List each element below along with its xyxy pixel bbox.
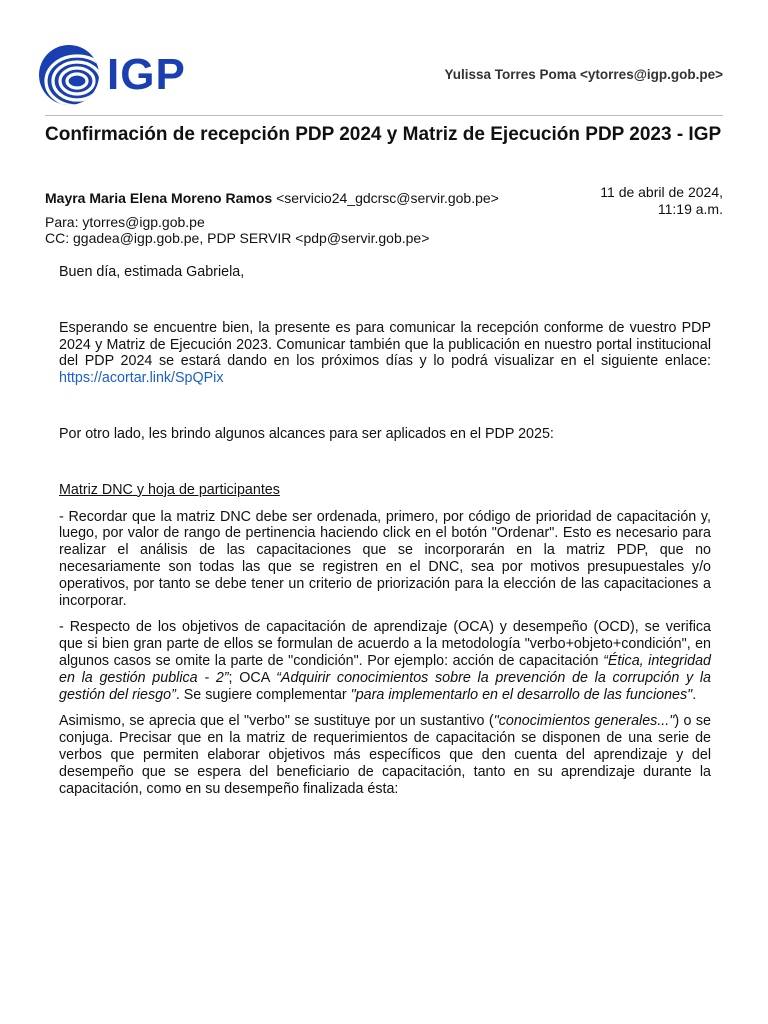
objetivos-text-g: . <box>692 686 697 703</box>
objetivos-text-e: . Se sugiere complementar <box>175 686 351 703</box>
paragraph-verbos <box>59 713 711 797</box>
paragraph-dnc: - Recordar que la matriz DNC debe ser ordenada, primero, por código de prioridad de capacitación y, luego, por valor de rango de pertinencia haciendo click en el botón "Ordenar". Esto es necesario para realizar el análisis de las capacitaciones que se incorporarán en la matriz PDP, que no necesariamente son todas las que se registren en el DNC, sea por motivos presupuestales y/o operativos, por tanto se debe tener un criterio de priorización para la elección de las capacitaciones a incorporar. <box>59 508 711 609</box>
recipients <box>45 214 725 246</box>
sender-name: Mayra Maria Elena Moreno Ramos <box>45 190 273 206</box>
verbos-example: "conocimientos generales..." <box>493 713 675 730</box>
paragraph-reception <box>59 320 711 387</box>
email-meta <box>45 184 725 246</box>
to-line: Para: ytorres@igp.gob.pe <box>45 214 205 230</box>
objetivos-example-action: “Ética, integridad en la gestión publica - 2” <box>59 652 711 686</box>
email-body <box>59 264 711 797</box>
cc-line: CC: ggadea@igp.gob.pe, PDP SERVIR <pdp@servir.gob.pe> <box>45 230 430 246</box>
email-subject: Confirmación de recepción PDP 2024 y Matriz de Ejecución PDP 2023 - IGP <box>45 124 722 145</box>
paragraph-objetivos <box>59 619 711 703</box>
header-divider <box>45 115 723 116</box>
objetivos-text-a: - Respecto de los objetivos de capacitación de aprendizaje (OCA) y desempeño (OCD), se verifica que si bien gran parte de ellos se formulan de acuerdo a la metodología "verbo+objeto+condición", en algunos casos se omite la parte de "condición". Por ejemplo: acción de capacitación <box>59 619 711 669</box>
objetivos-suggestion: "para implementarlo en el desarrollo de las funciones" <box>350 686 693 703</box>
email-date <box>600 184 723 218</box>
greeting: Buen día, estimada Gabriela, <box>59 264 245 280</box>
portal-link[interactable]: https://acortar.link/SpQPix <box>59 370 224 387</box>
sender-address: <servicio24_gdcrsc@servir.gob.pe> <box>276 190 499 206</box>
logo-text: IGP <box>107 50 186 99</box>
objetivos-example-oca: “Adquirir conocimientos sobre la prevención de la corrupción y la gestión del riesgo” <box>59 669 711 703</box>
date-line-1: 11 de abril de 2024, <box>600 184 723 200</box>
email-header <box>37 43 727 113</box>
section-title: Matriz DNC y hoja de participantes <box>59 481 280 498</box>
date-line-2: 11:19 a.m. <box>657 201 723 217</box>
verbos-text-a: Asimismo, se aprecia que el "verbo" se sustituye por un sustantivo ( <box>59 713 494 730</box>
verbos-text-c: ) o se conjuga. Precisar que en la matriz de requerimientos de capacitación se disponen de una serie de verbos que permiten elaborar objetivos más específicos que den cuenta del aprendizaje y del desempeño que se espera del beneficiario de capacitación, tanto en su aprendizaje durante la capacitación, como en su desempeño finalizada ésta: <box>59 713 711 797</box>
objetivos-text-c: ; OCA <box>228 669 277 686</box>
paragraph-alcances: Por otro lado, les brindo algunos alcances para ser aplicados en el PDP 2025: <box>59 425 554 442</box>
globe-icon <box>37 43 101 107</box>
igp-logo <box>37 43 186 107</box>
account-label: Yulissa Torres Poma <ytorres@igp.gob.pe> <box>444 67 723 82</box>
paragraph-reception-text: Esperando se encuentre bien, la presente es para comunicar la recepción conforme de vuestro PDP 2024 y Matriz de Ejecución 2023. Comunicar también que la publicación en nuestro portal institucional del PDP 2024 se estará dando en los próximos días y lo podrá visualizar en el siguiente enlace: <box>59 319 711 370</box>
